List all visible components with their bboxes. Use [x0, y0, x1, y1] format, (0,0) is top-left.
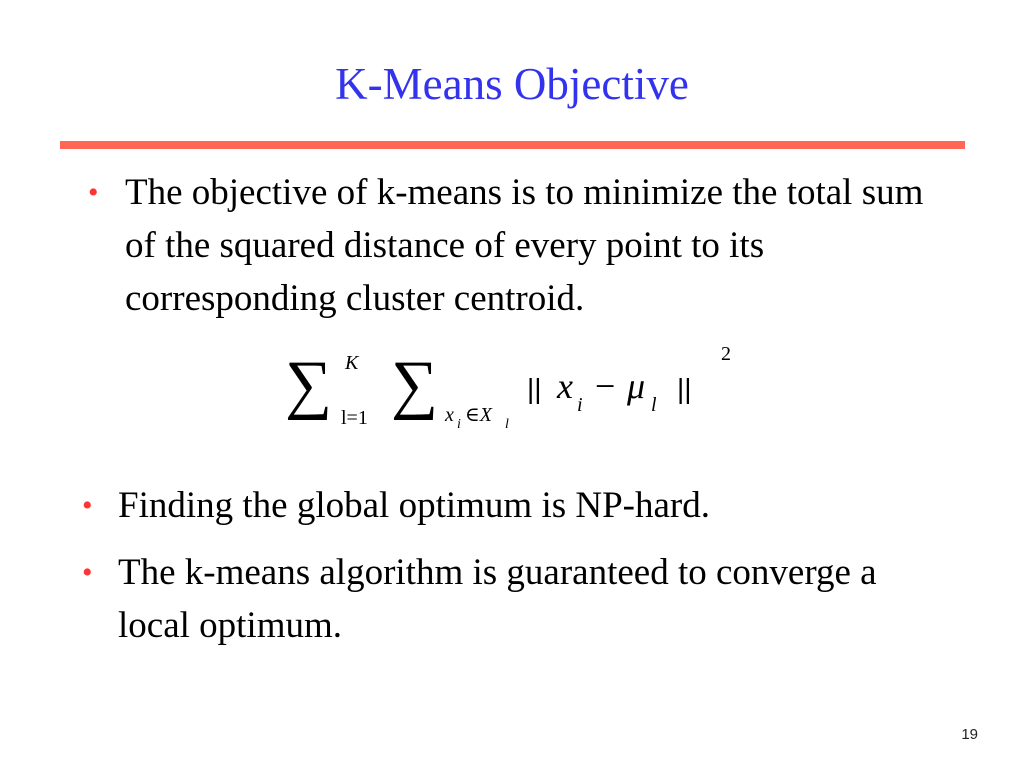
inner-sum-lower-var-subscript: i [457, 417, 461, 432]
norm-open: || [527, 373, 542, 404]
inner-sum-lower-var: x [445, 404, 454, 426]
bullet-text: The objective of k-means is to minimize the total sum of the squared distance of every point to its corresponding cluster centroid. [125, 172, 924, 319]
minus-sign: − [595, 366, 616, 406]
variable-mu: μ [627, 366, 646, 406]
outer-sum-lower-limit: l=1 [341, 407, 368, 429]
variable-mu-subscript: l [651, 394, 657, 416]
bullet-marker: • [88, 176, 99, 209]
bullet-text: The k-means algorithm is guaranteed to converge a local optimum. [118, 552, 877, 646]
variable-x: x [557, 366, 573, 406]
kmeans-objective-formula [285, 338, 755, 448]
bullet-marker: • [82, 489, 93, 522]
exponent: 2 [721, 343, 731, 365]
title-divider [60, 141, 965, 149]
bullet-marker: • [82, 556, 93, 589]
page-number: 19 [961, 726, 978, 743]
outer-sum-upper-limit: K [345, 352, 359, 374]
slide-title: K-Means Objective [335, 59, 689, 109]
inner-sum-lower-set-subscript: l [505, 417, 509, 432]
inner-sum-lower-set: ∈X [465, 404, 493, 426]
bullet-item-convergence [82, 546, 918, 652]
bullet-item-np-hard [82, 479, 948, 532]
norm-close: || [677, 373, 692, 404]
bullet-text: Finding the global optimum is NP-hard. [118, 485, 710, 526]
outer-sum-symbol: ∑ [285, 348, 333, 421]
inner-sum-symbol: ∑ [391, 348, 439, 421]
bullet-item-objective [88, 166, 955, 325]
variable-x-subscript: i [577, 394, 583, 416]
